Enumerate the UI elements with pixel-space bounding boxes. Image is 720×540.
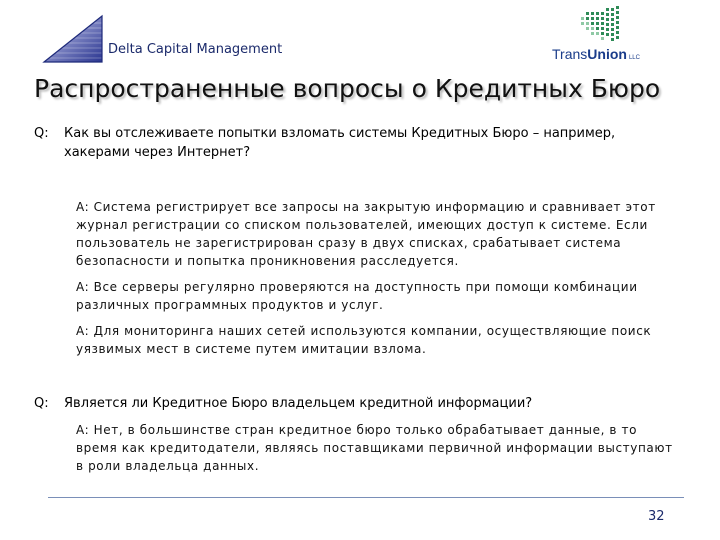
page-number: 32 [648,509,665,524]
faq-question [34,124,684,162]
transunion-mark: LLC [628,55,640,61]
footer-divider [48,497,684,498]
transunion-wordmark [552,46,640,62]
faq-answer: A: Все серверы регулярно проверяются на доступность при помощи комбинации различных программных продуктов и услуг. [76,280,638,312]
faq-answer: A: Нет, в большинстве стран кредитное бюро только обрабатывает данные, в то время как кредитодатели, являясь поставщиками первичной информации выступают в роли владельца данных. [76,423,673,473]
faq-answer: A: Система регистрирует все запросы на закрытую информацию и сравнивает этот журнал регистрации со списком пользователей, имеющих доступ к системе. Если пользователь не зарегистрирован сразу в двух списках, срабатывает система безопасности и попытка проникновения расследуется. [76,200,656,268]
question-tag: Q: [34,126,49,141]
transunion-bold: Union [587,46,627,62]
question-text: Как вы отслеживаете попытки взломать системы Кредитных Бюро – например, хакерами через Интернет? [64,126,616,160]
transunion-prefix: Trans [552,46,588,62]
question-tag: Q: [34,396,49,411]
faq-question [34,394,684,413]
faq-content [34,124,684,475]
company-name: Delta Capital Management [108,42,283,57]
faq-answer: A: Для мониторинга наших сетей используются компании, осуществляющие поиск уязвимых мест в системе путем имитации взлома. [76,324,652,356]
slide-header [0,0,720,70]
question-text: Является ли Кредитное Бюро владельцем кредитной информации? [64,396,533,411]
delta-triangle-icon [40,14,106,66]
slide-title: Распространенные вопросы о Кредитных Бюро [34,74,661,103]
